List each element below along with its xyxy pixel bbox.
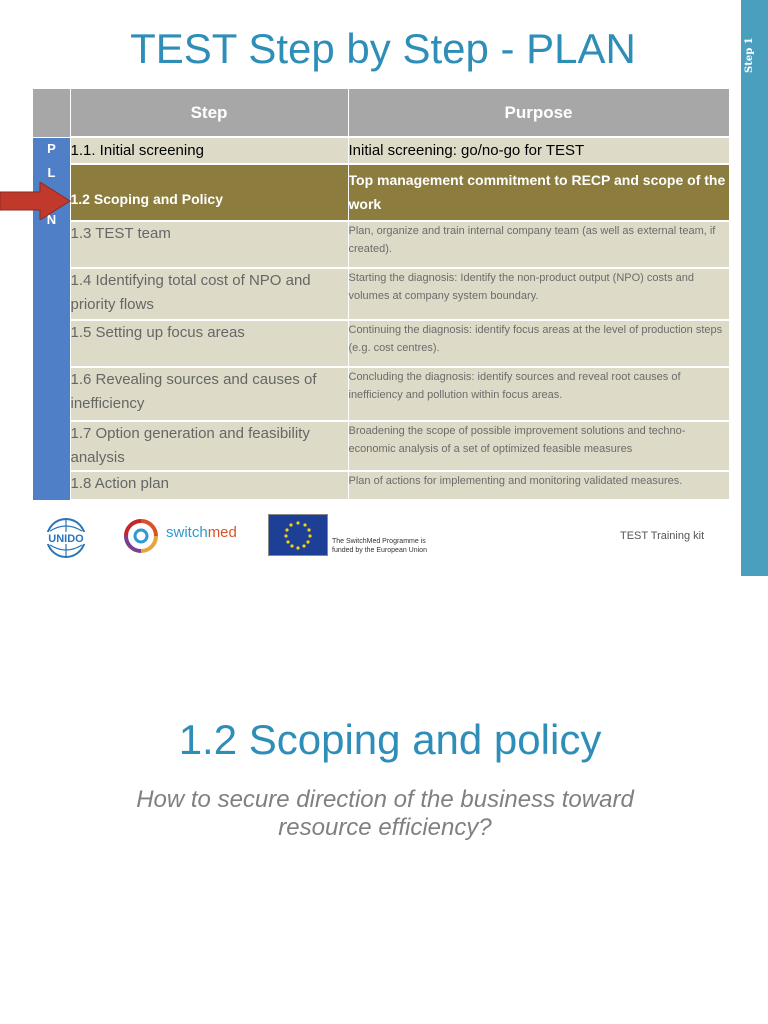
- table-row: [33, 268, 729, 320]
- plan-letter-p: P: [47, 141, 56, 156]
- side-tab-label: Step 1: [744, 37, 755, 73]
- step-cell: 1.8 Action plan: [70, 471, 348, 499]
- table-row: [33, 221, 729, 268]
- header-purpose: Purpose: [348, 89, 729, 137]
- purpose-cell: Concluding the diagnosis: identify sources and reveal root causes of inefficiency and pollution within focus areas.: [348, 367, 729, 421]
- purpose-cell: Top management commitment to RECP and scope of the work: [348, 164, 729, 221]
- switchmed-logo-icon: [123, 518, 159, 554]
- step-cell: 1.5 Setting up focus areas: [70, 320, 348, 367]
- eu-flag-icon: [268, 514, 328, 556]
- step-cell: 1.4 Identifying total cost of NPO and priority flows: [70, 268, 348, 320]
- switchmed-wordmark: switchmed: [166, 524, 237, 541]
- side-tab: [741, 0, 768, 576]
- unido-logo-text: UNIDO: [48, 533, 84, 545]
- step-cell: 1.6 Revealing sources and causes of inefficiency: [70, 367, 348, 421]
- header-step: Step: [70, 89, 348, 137]
- unido-logo-icon: [42, 517, 90, 559]
- table-row: [33, 137, 729, 164]
- plan-letter-n: N: [46, 212, 57, 227]
- purpose-cell: Starting the diagnosis: Identify the non-product output (NPO) costs and volumes at company system boundary.: [348, 268, 729, 320]
- table-row: [33, 421, 729, 471]
- footer-label: TEST Training kit: [620, 530, 705, 542]
- purpose-cell: Continuing the diagnosis: identify focus areas at the level of production steps (e.g. cost centres).: [348, 320, 729, 367]
- step-cell: 1.3 TEST team: [70, 221, 348, 268]
- table-row: [33, 367, 729, 421]
- pointer-arrow-icon: [0, 182, 72, 220]
- section-subtitle: How to secure direction of the business toward resource efficiency?: [136, 786, 634, 841]
- eu-funding-text: The SwitchMed Programme is funded by the European Union: [332, 538, 427, 554]
- purpose-cell: Broadening the scope of possible improvement solutions and techno-economic analysis of a set of optimized feasible measures: [348, 421, 729, 471]
- purpose-cell: Plan of actions for implementing and monitoring validated measures.: [348, 471, 729, 499]
- step-cell: 1.2 Scoping and Policy: [70, 164, 348, 221]
- step-cell: 1.7 Option generation and feasibility analysis: [70, 421, 348, 471]
- header-blank: [33, 89, 70, 137]
- step-cell: 1.1. Initial screening: [70, 137, 348, 164]
- steps-table: [33, 89, 730, 499]
- table-row: [33, 471, 729, 499]
- table-row: [33, 320, 729, 367]
- section-title: 1.2 Scoping and policy: [178, 716, 602, 763]
- logo-strip: [0, 510, 740, 570]
- plan-letter-l: L: [47, 165, 56, 180]
- slide-title: TEST Step by Step - PLAN: [130, 25, 636, 72]
- purpose-cell: Initial screening: go/no-go for TEST: [348, 137, 729, 164]
- table-header-row: [33, 89, 729, 137]
- purpose-cell: Plan, organize and train internal company team (as well as external team, if created).: [348, 221, 729, 268]
- table-row-highlighted: [33, 164, 729, 221]
